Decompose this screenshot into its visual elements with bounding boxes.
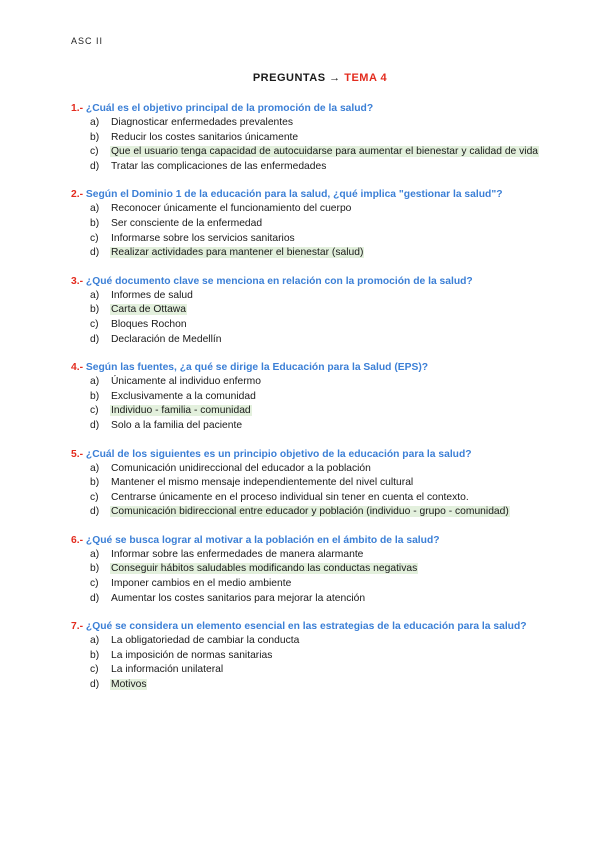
option-letter: c) [90, 578, 99, 590]
option-list [71, 462, 571, 520]
option-d [90, 160, 571, 175]
option-text: Que el usuario tenga capacidad de autocuidarse para aumentar el bienestar y calidad de vida [111, 146, 539, 158]
title-prefix: PREGUNTAS → [252, 72, 341, 84]
option-d-correct [90, 505, 571, 520]
option-b [90, 217, 571, 232]
option-text: Aumentar los costes sanitarios para mejorar la atención [111, 592, 366, 604]
question-title [71, 101, 571, 116]
option-a [90, 548, 571, 563]
question-6 [71, 533, 571, 606]
option-letter: c) [90, 405, 99, 417]
option-a [90, 634, 571, 649]
option-letter: c) [90, 491, 99, 503]
page-title [0, 72, 600, 84]
option-text: Reducir los costes sanitarios únicamente [111, 131, 299, 143]
option-text: La imposición de normas sanitarias [111, 649, 273, 661]
option-text: Únicamente al individuo enfermo [111, 376, 261, 388]
option-c-correct [90, 404, 571, 419]
question-number: 7.- [71, 621, 84, 633]
question-7 [71, 619, 571, 692]
option-text: Comunicación unidireccional del educador a la población [111, 462, 371, 474]
question-3 [71, 274, 571, 347]
option-b [90, 649, 571, 664]
question-title [71, 447, 571, 462]
question-number: 1.- [71, 103, 84, 114]
option-letter: d) [90, 419, 100, 431]
option-text: Imponer cambios en el medio ambiente [111, 578, 292, 590]
option-text: Solo a la familia del paciente [111, 419, 243, 431]
option-list [71, 202, 571, 260]
option-text: Individuo - familia - comunidad [111, 405, 251, 417]
question-number: 2.- [71, 189, 84, 201]
option-c [90, 318, 571, 333]
option-letter: b) [90, 563, 100, 575]
option-c [90, 232, 571, 247]
option-letter: b) [90, 304, 100, 316]
option-b [90, 131, 571, 146]
question-title [71, 619, 571, 634]
question-1 [71, 101, 571, 174]
option-c [90, 491, 571, 506]
option-text: Diagnosticar enfermedades prevalentes [111, 117, 294, 128]
option-text: Bloques Rochon [111, 318, 187, 330]
option-d [90, 592, 571, 607]
option-letter: a) [90, 289, 100, 301]
option-text: Motivos [111, 679, 147, 691]
option-text: La información unilateral [111, 664, 224, 676]
question-text: ¿Qué documento clave se menciona en relación con la promoción de la salud? [85, 275, 473, 287]
option-d-correct [90, 246, 571, 261]
option-letter: a) [90, 635, 100, 647]
question-number: 4.- [71, 362, 84, 374]
option-letter: b) [90, 390, 100, 402]
option-list [71, 116, 571, 174]
question-text: Según el Dominio 1 de la educación para la salud, ¿qué implica "gestionar la salud"? [85, 189, 503, 201]
option-letter: c) [90, 318, 99, 330]
option-letter: d) [90, 247, 100, 259]
option-d [90, 419, 571, 434]
option-list [71, 548, 571, 606]
option-letter: b) [90, 649, 100, 661]
option-b [90, 390, 571, 405]
question-number: 6.- [71, 534, 84, 546]
option-letter: b) [90, 217, 100, 229]
question-number: 3.- [71, 275, 84, 287]
option-d [90, 333, 571, 348]
option-letter: d) [90, 506, 100, 518]
option-text: Informar sobre las enfermedades de manera alarmante [111, 548, 364, 560]
option-text: Tratar las complicaciones de las enfermedades [111, 160, 327, 172]
option-list [71, 289, 571, 347]
option-c-correct [90, 145, 571, 160]
option-text: Reconocer únicamente el funcionamiento del cuerpo [111, 203, 352, 215]
option-letter: a) [90, 548, 100, 560]
option-a [90, 289, 571, 304]
question-title [71, 274, 571, 289]
option-letter: d) [90, 333, 100, 345]
option-c [90, 663, 571, 678]
option-letter: a) [90, 203, 100, 215]
option-b [90, 476, 571, 491]
option-letter: d) [90, 679, 100, 691]
option-list [71, 634, 571, 692]
option-text: Centrarse únicamente en el proceso individual sin tener en cuenta el contexto. [111, 491, 469, 503]
option-a [90, 462, 571, 477]
option-text: Informarse sobre los servicios sanitarios [111, 232, 295, 244]
question-text: Según las fuentes, ¿a qué se dirige la Educación para la Salud (EPS)? [85, 362, 429, 374]
option-letter: c) [90, 664, 99, 676]
option-text: Realizar actividades para mantener el bienestar (salud) [111, 247, 364, 259]
option-list [71, 375, 571, 433]
question-text: ¿Qué se considera un elemento esencial en las estrategias de la educación para la salud? [85, 621, 527, 633]
option-text: Mantener el mismo mensaje independientemente del nivel cultural [111, 477, 414, 489]
option-text: Ser consciente de la enfermedad [111, 217, 263, 229]
option-letter: a) [90, 117, 100, 128]
question-number: 5.- [71, 448, 84, 460]
question-4 [71, 360, 571, 433]
option-c [90, 577, 571, 592]
option-text: Carta de Ottawa [111, 304, 186, 316]
option-text: La obligatoriedad de cambiar la conducta [111, 635, 300, 647]
question-text: ¿Qué se busca lograr al motivar a la población en el ámbito de la salud? [85, 534, 440, 546]
option-text: Declaración de Medellín [111, 333, 222, 345]
question-list [71, 101, 571, 706]
option-a [90, 116, 571, 131]
question-text: ¿Cuál es el objetivo principal de la promoción de la salud? [85, 103, 374, 114]
question-text: ¿Cuál de los siguientes es un principio objetivo de la educación para la salud? [85, 448, 472, 460]
title-accent: TEMA 4 [344, 72, 388, 84]
option-text: Exclusivamente a la comunidad [111, 390, 256, 402]
option-a [90, 202, 571, 217]
option-letter: a) [90, 376, 100, 388]
question-title [71, 360, 571, 375]
option-text: Comunicación bidireccional entre educador y población (individuo - grupo - comunidad) [111, 506, 509, 518]
document-header: ASC II [71, 36, 104, 46]
option-letter: b) [90, 131, 100, 143]
option-text: Informes de salud [111, 289, 193, 301]
option-letter: c) [90, 232, 99, 244]
option-d-correct [90, 678, 571, 693]
option-letter: a) [90, 462, 100, 474]
question-5 [71, 447, 571, 520]
option-letter: d) [90, 160, 100, 172]
option-a [90, 375, 571, 390]
option-text: Conseguir hábitos saludables modificando las conductas negativas [111, 563, 418, 575]
question-title [71, 533, 571, 548]
option-b-correct [90, 303, 571, 318]
question-title [71, 187, 571, 202]
option-letter: c) [90, 146, 99, 158]
option-letter: d) [90, 592, 100, 604]
question-2 [71, 187, 571, 260]
option-b-correct [90, 562, 571, 577]
option-letter: b) [90, 477, 100, 489]
